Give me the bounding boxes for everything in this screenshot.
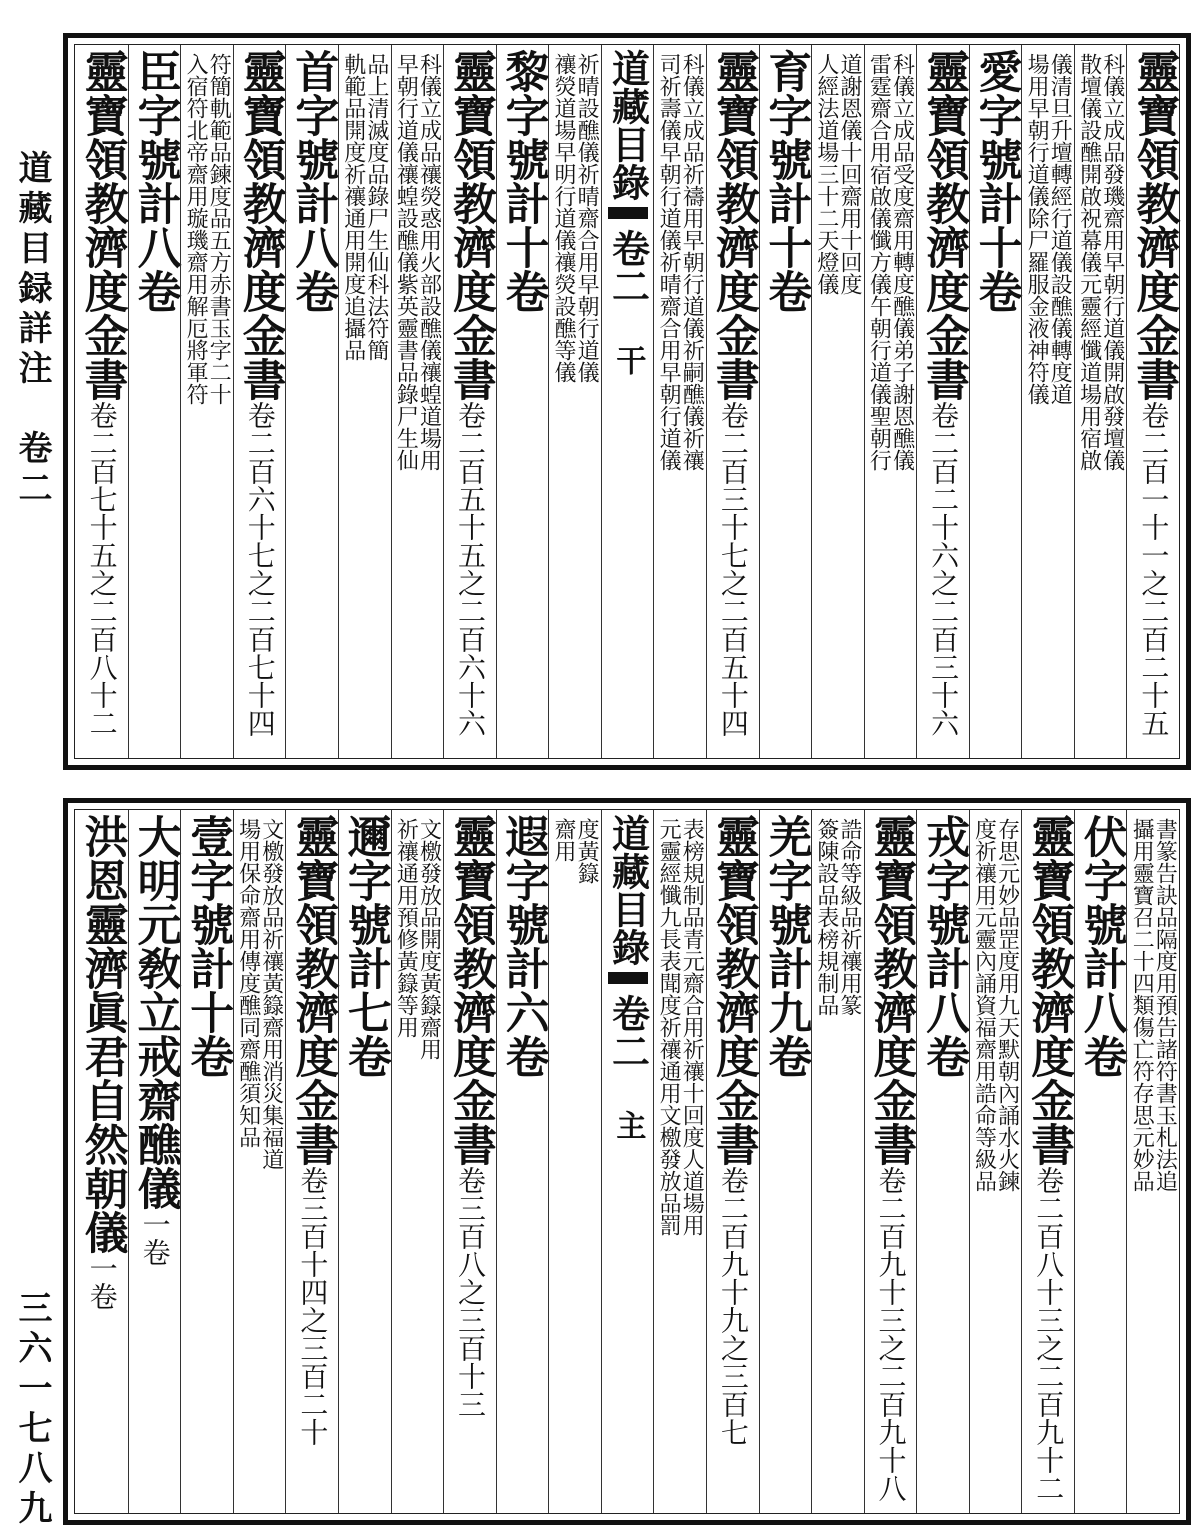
entry-title-column xyxy=(759,810,812,1513)
entry-title: 靈寶領教濟度金書卷三百八之三百十三 xyxy=(445,814,496,1418)
volume-range: 卷二百二十六之二百三十六 xyxy=(927,401,961,737)
annotation-line: 度祈禳用元靈內誦資福齋用誥命等級品 xyxy=(971,818,997,1192)
entry-title-column xyxy=(916,45,969,758)
entry-title-column xyxy=(1126,45,1179,758)
entry-title: 愛字號計十卷 xyxy=(970,49,1022,313)
annotation-line: 文檄發放品開度黃籙齋用 xyxy=(416,818,442,1060)
entry-title-column xyxy=(706,45,759,758)
entry-title: 靈寶領教濟度金書卷二百六十七之二百七十四 xyxy=(234,49,286,737)
annotation-line: 科儀立成品祈禱用早朝行道儀祈嗣醮儀祈禳 xyxy=(679,53,705,471)
annotation-column xyxy=(1074,45,1127,758)
entry-title-column xyxy=(285,45,338,758)
entry-title: 臣字號計八卷 xyxy=(129,49,181,313)
entry-title: 靈寶領教濟度金書卷二百九十三之二百九十八 xyxy=(865,814,917,1502)
annotation-line: 科儀立成品發璣齋用早朝行道儀開啟發壇儀 xyxy=(1099,53,1125,471)
annotation-line: 場用保命齋用傳度醮同齋醮須知品 xyxy=(235,818,261,1148)
entry-title-column xyxy=(443,810,496,1513)
entry-title-column xyxy=(1021,810,1074,1513)
entry-title: 遐字號計六卷 xyxy=(497,814,549,1078)
annotation-column xyxy=(969,810,1022,1513)
fold-title: 道藏目錄 xyxy=(605,49,651,201)
annotation-line: 書篆告訣品隔度用預告諸符書玉札法追 xyxy=(1152,818,1178,1192)
annotation-line: 雷霆齋合用宿啟儀懺方儀午朝行道儀聖朝行 xyxy=(866,53,892,471)
annotation-column xyxy=(548,810,601,1513)
annotation-line: 度黃籙 xyxy=(574,818,600,884)
entry-title: 靈寶領教濟度金書卷二百一十一之二百二十五 xyxy=(1128,49,1180,737)
entry-title: 戎字號計八卷 xyxy=(918,814,970,1078)
fish-tail-ornament xyxy=(608,972,648,984)
entry-title: 靈寶領教濟度金書卷二百二十六之二百三十六 xyxy=(918,49,970,737)
entry-title: 洪恩靈濟眞君自然朝儀一卷 xyxy=(76,814,128,1310)
annotation-line: 散壇儀設醮開啟祝幕儀元靈經懺道場用宿啟 xyxy=(1076,53,1102,471)
annotation-line: 簽陳設品表榜規制品 xyxy=(813,818,839,1016)
annotation-line: 司祈壽儀早朝行道儀祈晴齋合用早朝行道儀 xyxy=(656,53,682,471)
entry-title-column xyxy=(759,45,812,758)
entry-title-column xyxy=(75,45,128,758)
volume-range: 卷二百六十七之二百七十四 xyxy=(243,401,277,737)
fold-mark-column xyxy=(601,45,654,758)
entry-title-column xyxy=(706,810,759,1513)
margin-title: 道藏目録詳注 卷二 xyxy=(12,150,52,510)
entry-title: 邇字號計七卷 xyxy=(339,814,391,1078)
entry-title-column xyxy=(916,810,969,1513)
top-columns xyxy=(74,44,1180,759)
annotation-line: 品上清滅度品錄尸生仙科法符簡 xyxy=(363,53,389,361)
annotation-line: 祈晴設醮儀祈晴齋合用早朝行道儀 xyxy=(574,53,600,383)
annotation-line: 場用早朝行道儀除尸羅服金液神符儀 xyxy=(1024,53,1050,405)
annotation-line: 攝用靈寶召二十四類傷亡符存思元妙品 xyxy=(1129,818,1155,1192)
annotation-column xyxy=(1126,810,1179,1513)
entry-title-column xyxy=(338,810,391,1513)
fold-volume: 卷二 xyxy=(605,994,651,1070)
annotation-line: 禳熒道場早明行道儀禳熒設醮等儀 xyxy=(551,53,577,383)
annotation-column xyxy=(233,810,286,1513)
annotation-column xyxy=(391,45,444,758)
annotation-line: 誥命等級品祈禳用篆 xyxy=(836,818,862,1016)
entry-title-column xyxy=(443,45,496,758)
volume-range: 一卷 xyxy=(138,1210,172,1266)
annotation-column xyxy=(391,810,444,1513)
annotation-line: 科儀立成品受度齋用轉度醮儀弟子謝恩醮儀 xyxy=(889,53,915,471)
entry-title-column xyxy=(233,45,286,758)
entry-title-column xyxy=(969,45,1022,758)
entry-title: 大明元敎立戒齋醮儀一卷 xyxy=(129,814,181,1266)
annotation-line: 儀清旦升壇轉經行道儀設醮儀轉度道 xyxy=(1047,53,1073,405)
annotation-line: 元靈經懺九長表聞度祈禳通用文檄發放品罰 xyxy=(656,818,682,1236)
annotation-column xyxy=(864,45,917,758)
entry-title: 羌字號計九卷 xyxy=(760,814,812,1078)
entry-title-column xyxy=(496,45,549,758)
entry-title-column xyxy=(128,45,181,758)
entry-title: 靈寶領教濟度金書卷二百五十五之二百六十六 xyxy=(445,49,496,737)
volume-range: 卷二百九十九之三百七 xyxy=(716,1166,750,1446)
annotation-column xyxy=(811,45,864,758)
entry-title-column xyxy=(75,810,128,1513)
entry-title: 黎字號計十卷 xyxy=(497,49,549,313)
annotation-line: 人經法道場三十二天燈儀 xyxy=(813,53,839,295)
annotation-column xyxy=(653,45,706,758)
entry-title: 靈寶領教濟度金書卷二百八十三之二百九十二 xyxy=(1023,814,1075,1502)
volume-range: 卷三百十四之三百二十 xyxy=(296,1166,330,1446)
fold-title: 道藏目錄 xyxy=(605,814,651,966)
margin-page-number: 三六一七八九 xyxy=(12,1290,52,1530)
entry-title: 伏字號計八卷 xyxy=(1075,814,1127,1078)
top-text-panel xyxy=(63,33,1191,770)
entry-title-column xyxy=(864,810,917,1513)
annotation-column xyxy=(338,45,391,758)
annotation-column xyxy=(653,810,706,1513)
volume-range: 一卷 xyxy=(85,1254,119,1310)
annotation-line: 軌範品開度祈禳通用開度追攝品 xyxy=(340,53,366,361)
annotation-line: 齋用 xyxy=(551,818,577,862)
annotation-line: 科儀立成品禳熒惑用火部設醮儀禳蝗道場用 xyxy=(416,53,442,471)
annotation-line: 早朝行道儀禳蝗設醮儀紫英靈書品錄尸生仙 xyxy=(393,53,419,471)
fish-tail-ornament xyxy=(608,207,648,219)
annotation-line: 道謝恩儀十回齋用十回度 xyxy=(836,53,862,295)
fold-mark-column xyxy=(601,810,654,1513)
volume-range: 卷二百三十七之二百五十四 xyxy=(716,401,750,737)
entry-title: 育字號計十卷 xyxy=(760,49,812,313)
entry-title-column xyxy=(1074,810,1127,1513)
entry-title: 靈寶領教濟度金書卷二百三十七之二百五十四 xyxy=(707,49,759,737)
fold-volume: 卷二 xyxy=(605,229,651,305)
volume-range: 卷二百九十三之二百九十八 xyxy=(874,1166,908,1502)
annotation-column xyxy=(811,810,864,1513)
annotation-line: 入宿符北帝齋用璇璣齋用解厄將軍符 xyxy=(183,53,209,405)
volume-range: 卷二百一十一之二百二十五 xyxy=(1137,401,1171,737)
annotation-line: 表榜規制品青元齋合用祈禳十回度人道場用 xyxy=(679,818,705,1236)
bottom-columns xyxy=(74,809,1180,1514)
annotation-line: 祈禳通用預修黃籙等用 xyxy=(393,818,419,1038)
entry-title-column xyxy=(285,810,338,1513)
bottom-text-panel xyxy=(63,798,1191,1525)
fold-page-mark: 主 xyxy=(610,1110,646,1140)
entry-title: 靈寶領教濟度金書卷二百七十五之二百八十二 xyxy=(76,49,128,737)
entry-title-column xyxy=(496,810,549,1513)
annotation-line: 符簡軌範品鍊度品五方赤書玉字二十 xyxy=(206,53,232,405)
entry-title-column xyxy=(128,810,181,1513)
annotation-column xyxy=(548,45,601,758)
volume-range: 卷二百八十三之二百九十二 xyxy=(1032,1166,1066,1502)
entry-title: 首字號計八卷 xyxy=(287,49,339,313)
volume-range: 卷二百七十五之二百八十二 xyxy=(85,401,119,737)
entry-title: 靈寶領教濟度金書卷二百九十九之三百七 xyxy=(707,814,759,1446)
entry-title: 壹字號計十卷 xyxy=(182,814,234,1078)
entry-title: 靈寶領教濟度金書卷三百十四之三百二十 xyxy=(287,814,339,1446)
annotation-column xyxy=(1021,45,1074,758)
entry-title-column xyxy=(180,810,233,1513)
volume-range: 卷三百八之三百十三 xyxy=(454,1166,487,1418)
fold-page-mark: 干 xyxy=(610,345,646,375)
annotation-line: 文檄發放品祈禳黃籙齋用消災集福道 xyxy=(258,818,284,1170)
annotation-line: 存思元妙品罡度用九天默朝內誦水火鍊 xyxy=(994,818,1020,1192)
annotation-column xyxy=(180,45,233,758)
volume-range: 卷二百五十五之二百六十六 xyxy=(454,401,487,737)
